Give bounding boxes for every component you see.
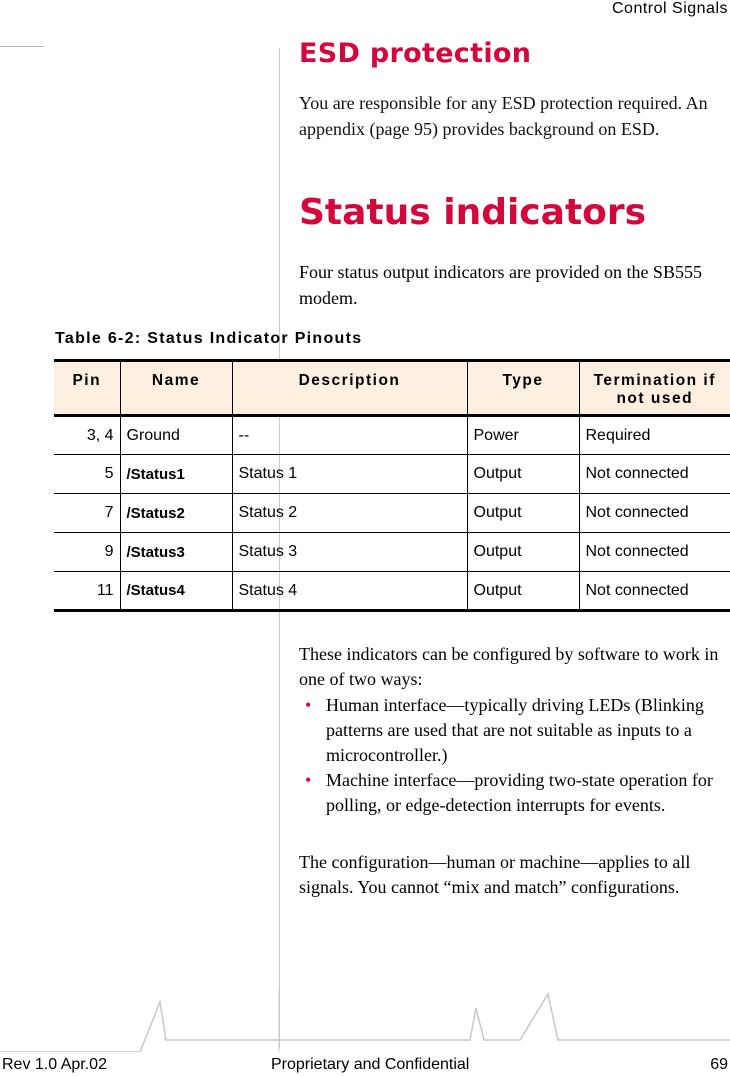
list-item-text: Human interface—typically driving LEDs (Blinking patterns are used that are not suitable as inputs to a microcontroller.) xyxy=(326,695,704,765)
pin-cell: 3, 4 xyxy=(54,416,120,455)
description-cell: Status 1 xyxy=(232,455,467,494)
column-header-pin: Pin xyxy=(54,361,120,416)
pin-cell: 9 xyxy=(54,533,120,572)
list-item-text: Machine interface—providing two-state operation for polling, or edge-detection interrupts for events. xyxy=(326,770,713,815)
description-cell: -- xyxy=(232,416,467,455)
termination-cell: Not connected xyxy=(579,572,730,611)
configuration-modes-list xyxy=(299,693,729,818)
column-header-type: Type xyxy=(467,361,579,416)
list-item xyxy=(299,768,729,818)
termination-cell: Required xyxy=(579,416,730,455)
column-header-name: Name xyxy=(120,361,232,416)
type-cell: Power xyxy=(467,416,579,455)
table-row xyxy=(54,416,730,455)
pin-cell: 11 xyxy=(54,572,120,611)
table-row xyxy=(54,533,730,572)
table-row xyxy=(54,455,730,494)
name-cell: /Status3 xyxy=(120,533,232,572)
table-row xyxy=(54,572,730,611)
table-caption: Table 6-2: Status Indicator Pinouts xyxy=(55,330,363,347)
bullet-icon: • xyxy=(305,770,312,790)
running-head: Control Signals xyxy=(612,0,728,17)
description-cell: Status 2 xyxy=(232,494,467,533)
status-indicators-heading: Status indicators xyxy=(299,192,647,233)
bullet-icon: • xyxy=(305,695,312,715)
esd-heading: ESD protection xyxy=(299,38,532,69)
termination-cell: Not connected xyxy=(579,494,730,533)
header-rule xyxy=(0,46,44,47)
footer-confidential: Proprietary and Confidential xyxy=(271,1056,470,1073)
pin-cell: 7 xyxy=(54,494,120,533)
page-number: 69 xyxy=(710,1056,728,1073)
table-header-row xyxy=(54,361,730,416)
type-cell: Output xyxy=(467,533,579,572)
termination-cell: Not connected xyxy=(579,533,730,572)
closing-paragraph: The configuration—human or machine—applies to all signals. You cannot “mix and match” configurations. xyxy=(299,852,691,897)
name-cell: /Status4 xyxy=(120,572,232,611)
status-intro-paragraph: Four status output indicators are provided on the SB555 modem. xyxy=(299,262,702,308)
type-cell: Output xyxy=(467,455,579,494)
type-cell: Output xyxy=(467,572,579,611)
table-row xyxy=(54,494,730,533)
termination-cell: Not connected xyxy=(579,455,730,494)
pin-cell: 5 xyxy=(54,455,120,494)
column-header-description: Description xyxy=(232,361,467,416)
configure-paragraph: These indicators can be configured by software to work in one of two ways: xyxy=(299,644,719,689)
name-cell: /Status2 xyxy=(120,494,232,533)
name-cell: Ground xyxy=(120,416,232,455)
column-header-termination: Termination if not used xyxy=(579,361,730,416)
type-cell: Output xyxy=(467,494,579,533)
name-cell: /Status1 xyxy=(120,455,232,494)
list-item xyxy=(299,693,729,768)
esd-paragraph: You are responsible for any ESD protection required. An appendix (page 95) provides background on ESD. xyxy=(299,93,708,139)
description-cell: Status 3 xyxy=(232,533,467,572)
footer-waveform-decoration xyxy=(0,990,730,1052)
description-cell: Status 4 xyxy=(232,572,467,611)
footer-revision: Rev 1.0 Apr.02 xyxy=(2,1056,107,1073)
status-pinouts-table xyxy=(54,359,730,612)
